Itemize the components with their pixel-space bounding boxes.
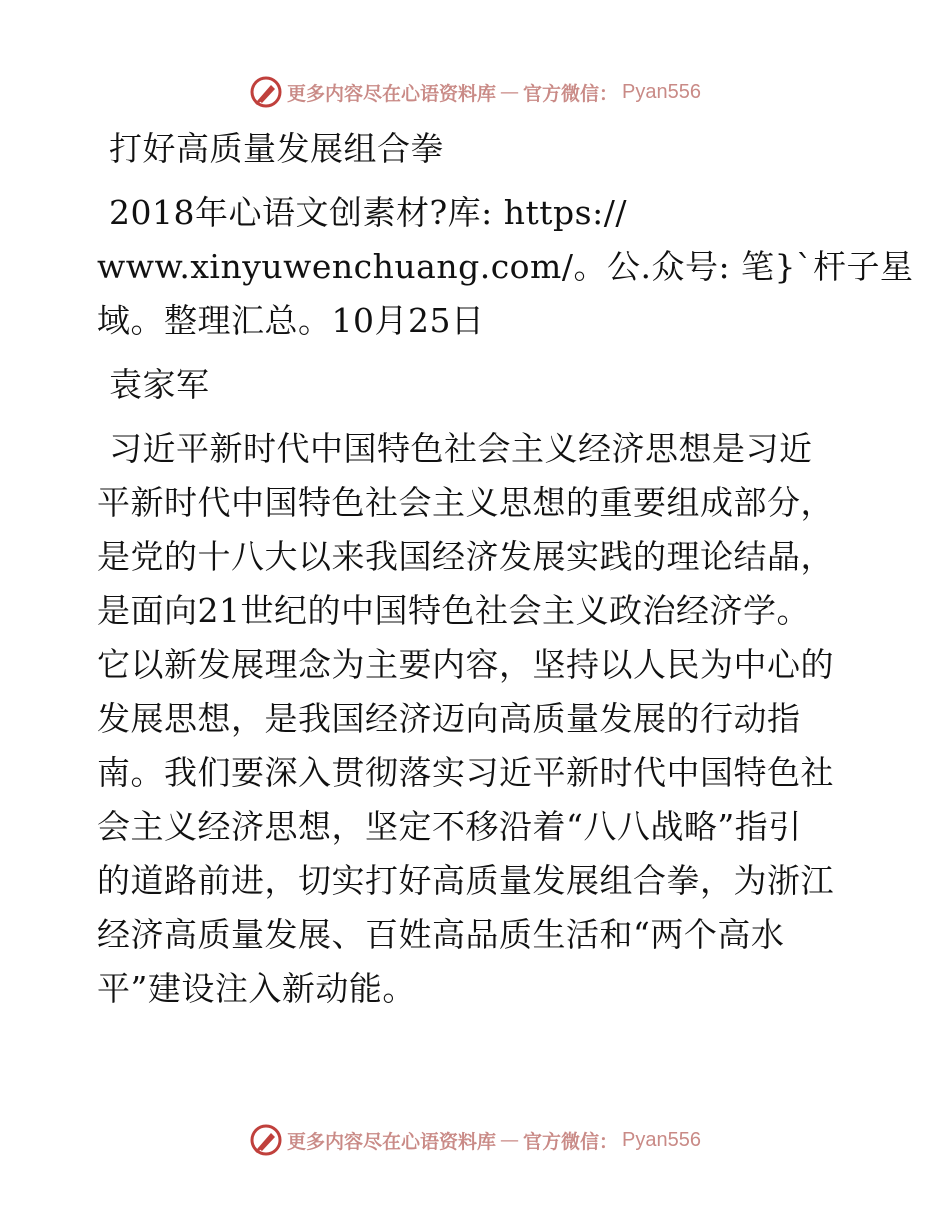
- paragraph-line: 习近平新时代中国特色社会主义经济思想是习近: [109, 429, 813, 468]
- watermark-separator: —: [500, 1129, 520, 1151]
- paragraph-line: 南。我们要深入贯彻落实习近平新时代中国特色社: [97, 753, 834, 792]
- pen-logo-icon: [249, 1123, 283, 1157]
- watermark-wechat-label: 官方微信：: [523, 1130, 619, 1153]
- paragraph-line: 发展思想，是我国经济迈向高质量发展的行动指: [97, 699, 801, 738]
- paragraph-line: 平”建设注入新动能。: [97, 969, 416, 1008]
- footer-watermark: [0, 1120, 950, 1160]
- paragraph-line: 平新时代中国特色社会主义思想的重要组成部分，: [97, 483, 834, 522]
- paragraph-line: 是党的十八大以来我国经济发展实践的理论结晶，: [97, 537, 834, 576]
- paragraph-line: 是面向21世纪的中国特色社会主义政治经济学。: [97, 591, 810, 630]
- watermark-wechat-id: Pyan556: [622, 1128, 701, 1151]
- body-paragraph: [97, 422, 857, 1016]
- pen-logo-icon: [249, 75, 283, 109]
- header-watermark: [0, 72, 950, 112]
- source-info: [97, 186, 914, 348]
- paragraph-line: 的道路前进，切实打好高质量发展组合拳，为浙江: [97, 861, 834, 900]
- source-line: 域。整理汇总。10月25日: [97, 301, 485, 340]
- paragraph-line: 它以新发展理念为主要内容，坚持以人民为中心的: [97, 645, 834, 684]
- source-line: www.xinyuwenchuang.com/。公.众号: 笔}`杆子星: [97, 247, 914, 286]
- document-title: 打好高质量发展组合拳: [109, 129, 444, 168]
- watermark-site-text: 更多内容尽在心语资料库: [287, 1130, 497, 1153]
- document-body: [97, 120, 914, 1016]
- watermark-site-text: 更多内容尽在心语资料库: [287, 82, 497, 105]
- author-name: 袁家军: [109, 365, 210, 404]
- source-line: 2018年心语文创素材?库: https://: [109, 193, 627, 232]
- watermark-separator: —: [500, 81, 520, 103]
- paragraph-line: 会主义经济思想，坚定不移沿着“八八战略”指引: [97, 807, 802, 846]
- watermark-wechat-id: Pyan556: [622, 80, 701, 103]
- watermark-wechat-label: 官方微信：: [523, 82, 619, 105]
- paragraph-line: 经济高质量发展、百姓高品质生活和“两个高水: [97, 915, 785, 954]
